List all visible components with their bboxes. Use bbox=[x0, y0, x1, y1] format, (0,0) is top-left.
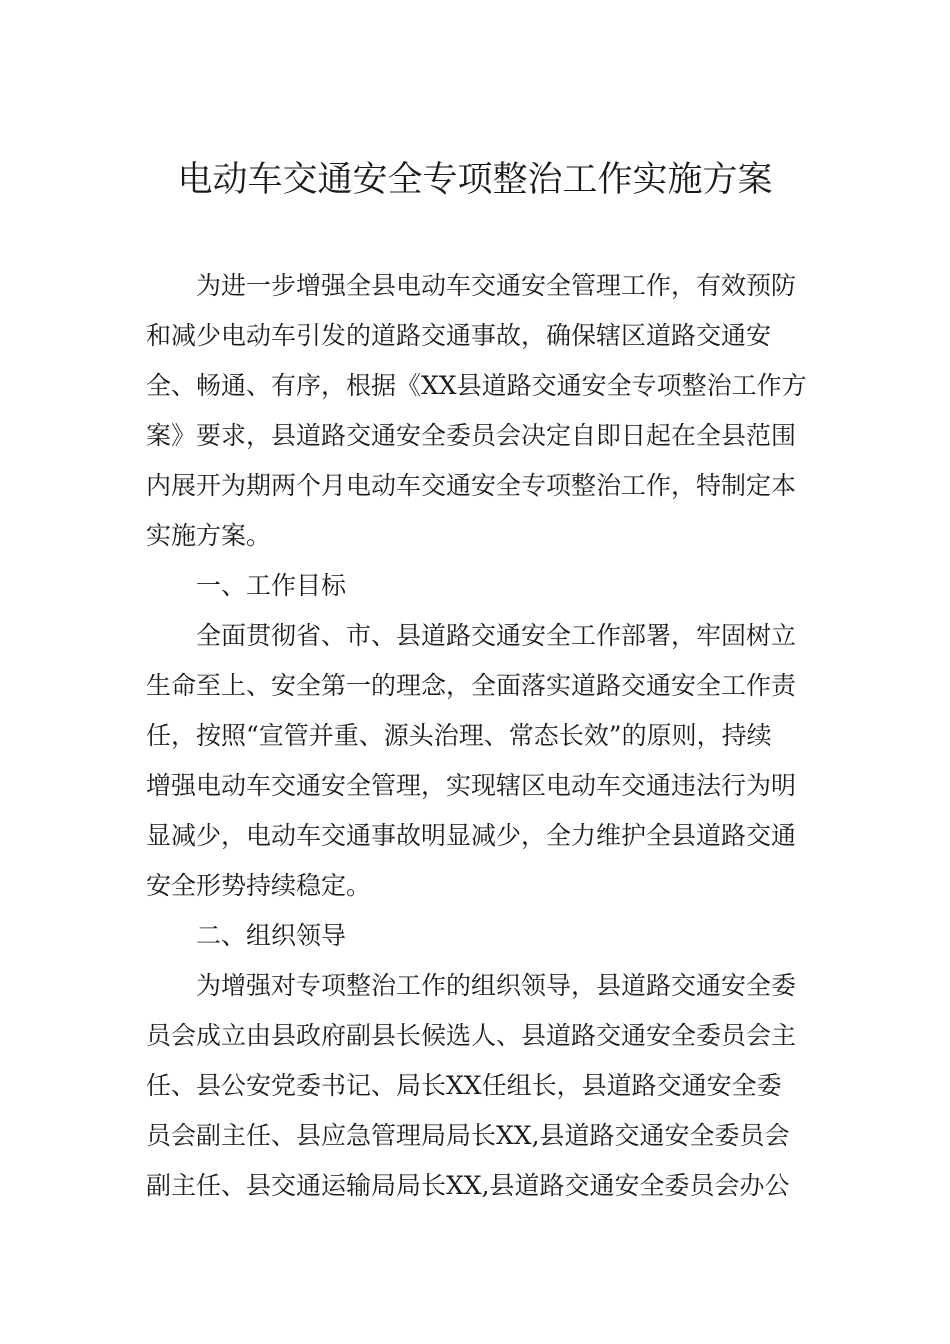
paragraph-goals-line-3: 任，按照“宣管并重、源头治理、常态长效”的原则，持续 bbox=[146, 721, 772, 750]
paragraph-leadership-line-3: 任、县公安党委书记、局长XX任组长，县道路交通安全委 bbox=[146, 1071, 782, 1100]
paragraph-leadership-line-5: 副主任、县交通运输局局长XX,县道路交通安全委员会办公 bbox=[146, 1171, 790, 1200]
paragraph-intro-line-2: 和减少电动车引发的道路交通事故，确保辖区道路交通安 bbox=[146, 321, 772, 350]
paragraph-leadership-line-4: 员会副主任、县应急管理局局长XX,县道路交通安全委员会 bbox=[146, 1121, 790, 1150]
document-title: 电动车交通安全专项整治工作实施方案 bbox=[177, 160, 773, 200]
paragraph-intro-line-5: 内展开为期两个月电动车交通安全专项整治工作，特制定本 bbox=[146, 471, 797, 500]
document-body bbox=[146, 261, 816, 1211]
paragraph-intro-line-3: 全、畅通、有序，根据《XX县道路交通安全专项整治工作方 bbox=[146, 371, 807, 400]
paragraph-goals-line-5: 显减少，电动车交通事故明显减少，全力维护全县道路交通 bbox=[146, 821, 797, 850]
paragraph-intro-line-1: 为进一步增强全县电动车交通安全管理工作，有效预防 bbox=[196, 271, 797, 300]
paragraph-goals-line-1: 全面贯彻省、市、县道路交通安全工作部署，牢固树立 bbox=[196, 621, 797, 650]
paragraph-goals-line-6: 安全形势持续稳定。 bbox=[146, 871, 372, 900]
paragraph-goals-line-2: 生命至上、安全第一的理念，全面落实道路交通安全工作责 bbox=[146, 671, 797, 700]
paragraph-goals-line-4: 增强电动车交通安全管理，实现辖区电动车交通违法行为明 bbox=[146, 771, 797, 800]
section-heading-goals: 一、工作目标 bbox=[196, 571, 347, 600]
paragraph-intro-line-4: 案》要求，县道路交通安全委员会决定自即日起在全县范围 bbox=[146, 421, 797, 450]
section-heading-leadership: 二、组织领导 bbox=[196, 921, 347, 950]
paragraph-leadership-line-2: 员会成立由县政府副县长候选人、县道路交通安全委员会主 bbox=[146, 1021, 797, 1050]
paragraph-leadership-line-1: 为增强对专项整治工作的组织领导，县道路交通安全委 bbox=[196, 971, 797, 1000]
paragraph-intro-line-6: 实施方案。 bbox=[146, 521, 272, 550]
